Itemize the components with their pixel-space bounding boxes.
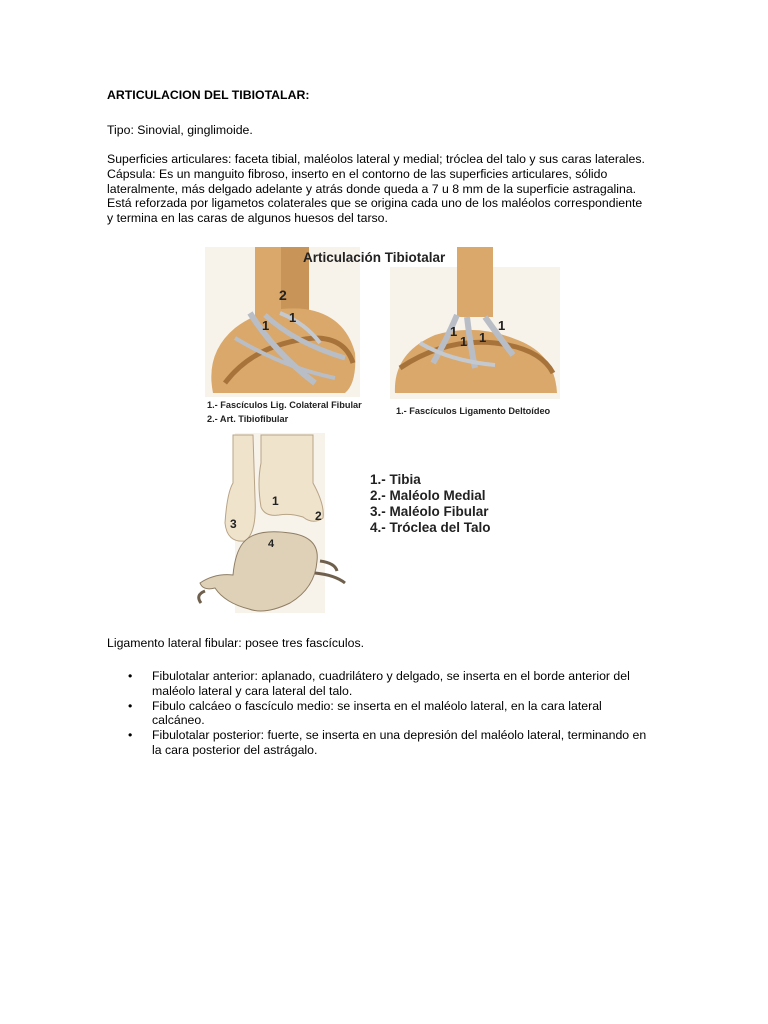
paragraph-line: y termina en las caras de algunos huesos del tarso.: [107, 211, 388, 226]
anterior-ankle-image: [199, 433, 345, 613]
figure-heading: Articulación Tibiotalar: [303, 250, 446, 265]
list-item-line: calcáneo.: [152, 713, 205, 728]
list-item: [107, 699, 667, 729]
list-item: [107, 728, 667, 758]
medial-ankle-image: [390, 247, 560, 399]
list-item-line: • Fibulotalar posterior: fuerte, se inserta en una depresión del maléolo lateral, terminando en: [152, 728, 647, 743]
list-item-line: maléolo lateral y cara lateral del talo.: [152, 683, 353, 698]
joint-type: Tipo: Sinovial, ginglimoide.: [107, 123, 253, 137]
marker-bottom-3: 3: [230, 517, 237, 531]
fascicle-list: [107, 669, 667, 758]
marker-right-1c: 1: [460, 334, 468, 349]
marker-right-1d: 1: [479, 330, 487, 345]
list-item-line: • Fibulo calcáeo o fascículo medio: se inserta en el maléolo lateral, en la cara lateral: [152, 698, 602, 713]
marker-left-1a: 1: [262, 318, 270, 333]
marker-right-1b: 1: [498, 318, 506, 333]
left-caption-1: 1.- Fascículos Lig. Colateral Fibular: [207, 400, 362, 410]
list-item-line: la cara posterior del astrágalo.: [152, 742, 318, 757]
ligament-title: Ligamento lateral fibular: posee tres fascículos.: [107, 636, 365, 650]
legend-item: 4.- Tróclea del Talo: [370, 520, 491, 535]
legend-item: 2.- Maléolo Medial: [370, 488, 486, 503]
marker-right-1a: 1: [450, 324, 458, 339]
lateral-ankle-image: [205, 247, 360, 397]
marker-bottom-4: 4: [268, 538, 275, 550]
paragraph-line: Está reforzada por ligametos colaterales que se origina cada uno de los maléolos correspondiente: [107, 196, 643, 211]
legend-item: 1.- Tibia: [370, 472, 421, 487]
paragraph-line: Superficies articulares: faceta tibial, maléolos lateral y medial; tróclea del talo y sus caras laterales.: [107, 152, 645, 166]
left-caption-2: 2.- Art. Tibiofibular: [207, 414, 289, 424]
list-item: [107, 669, 667, 699]
description-paragraph: [107, 152, 667, 226]
list-item-line: • Fibulotalar anterior: aplanado, cuadrilátero y delgado, se inserta en el borde anterior del: [152, 669, 630, 683]
marker-left-1b: 1: [289, 310, 297, 325]
marker-left-2: 2: [279, 287, 287, 303]
ankle-figure: [195, 243, 573, 621]
document-title: ARTICULACION DEL TIBIOTALAR:: [107, 88, 310, 102]
paragraph-line: Cápsula: Es un manguito fibroso, inserto en el contorno de las superficies articulares, sólido: [107, 166, 608, 181]
right-caption: 1.- Fascículos Ligamento Deltoídeo: [396, 406, 551, 416]
marker-bottom-2: 2: [315, 509, 322, 523]
marker-bottom-1: 1: [272, 494, 279, 508]
paragraph-line: lateralmente, más delgado adelante y atrás donde queda a 7 u 8 mm de la superficie astragalina.: [107, 181, 637, 196]
legend-item: 3.- Maléolo Fibular: [370, 504, 489, 519]
